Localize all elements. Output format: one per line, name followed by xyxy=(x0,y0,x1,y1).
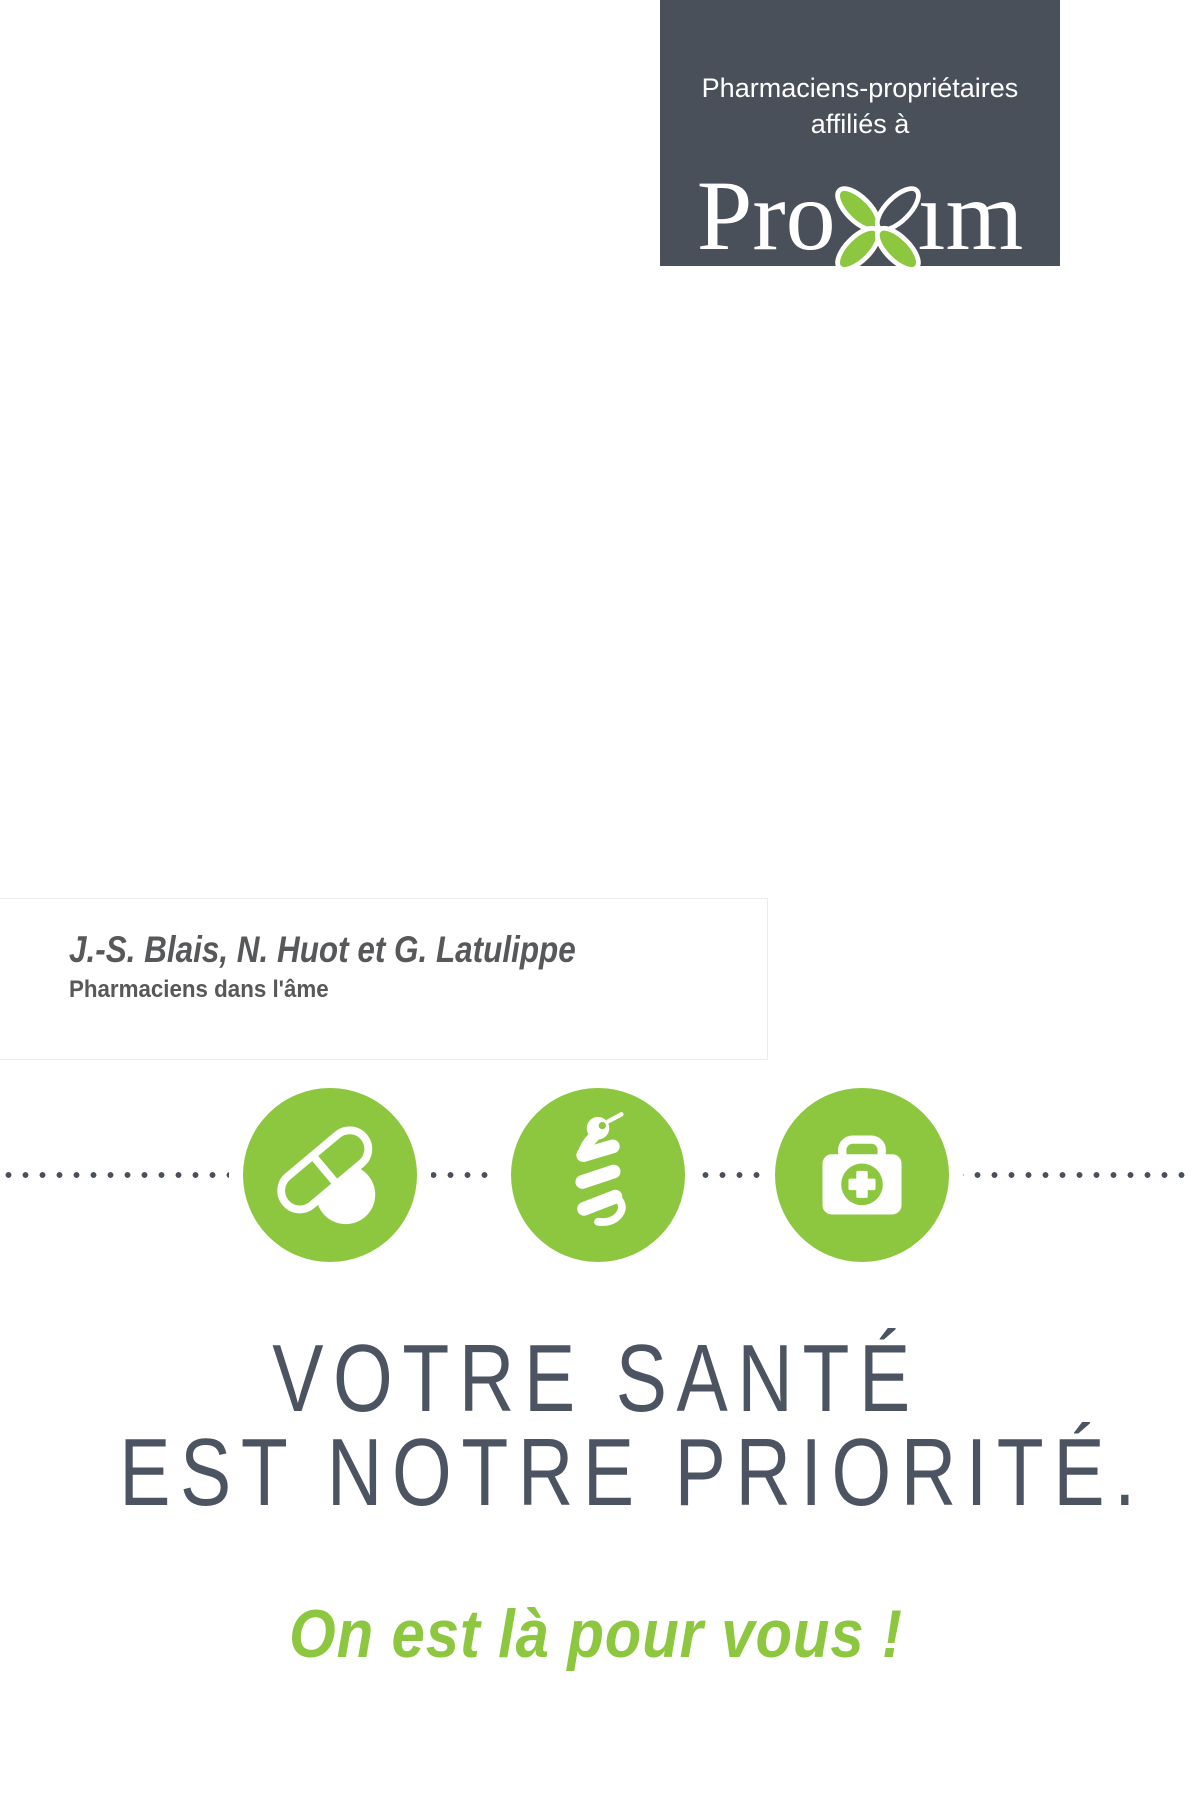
capsule-pill-badge xyxy=(243,1088,417,1262)
proxim-logo xyxy=(660,146,1060,286)
first-aid-kit-icon xyxy=(810,1123,914,1227)
headline-line2: EST NOTRE PRIORITÉ. xyxy=(119,1419,1146,1526)
slogan: On est là pour vous ! xyxy=(289,1596,903,1672)
owners-box xyxy=(0,898,768,1060)
first-aid-kit-badge xyxy=(775,1088,949,1262)
headline xyxy=(119,1325,1146,1526)
brand-affiliation-line1: Pharmaciens-propriétaires xyxy=(701,73,1019,103)
brand-affiliation-text xyxy=(660,70,1060,142)
capsule-pill-icon xyxy=(271,1116,389,1234)
proxim-brand-panel xyxy=(660,0,1060,271)
proxim-logo-text-im: ım xyxy=(917,160,1024,271)
proxim-logo-leaf-x-icon xyxy=(826,172,930,286)
pharmacist-names: J.-S. Blais, N. Huot et G. Latulippe xyxy=(69,929,576,970)
pharmacist-subtitle: Pharmaciens dans l'âme xyxy=(69,976,329,1003)
headline-line1: VOTRE SANTÉ xyxy=(272,1325,920,1432)
brand-affiliation-line2: affiliés à xyxy=(810,109,910,139)
asclepius-snake-badge xyxy=(511,1088,685,1262)
proxim-logo-text-pro: Pro xyxy=(696,160,836,271)
asclepius-snake-icon xyxy=(552,1110,644,1240)
